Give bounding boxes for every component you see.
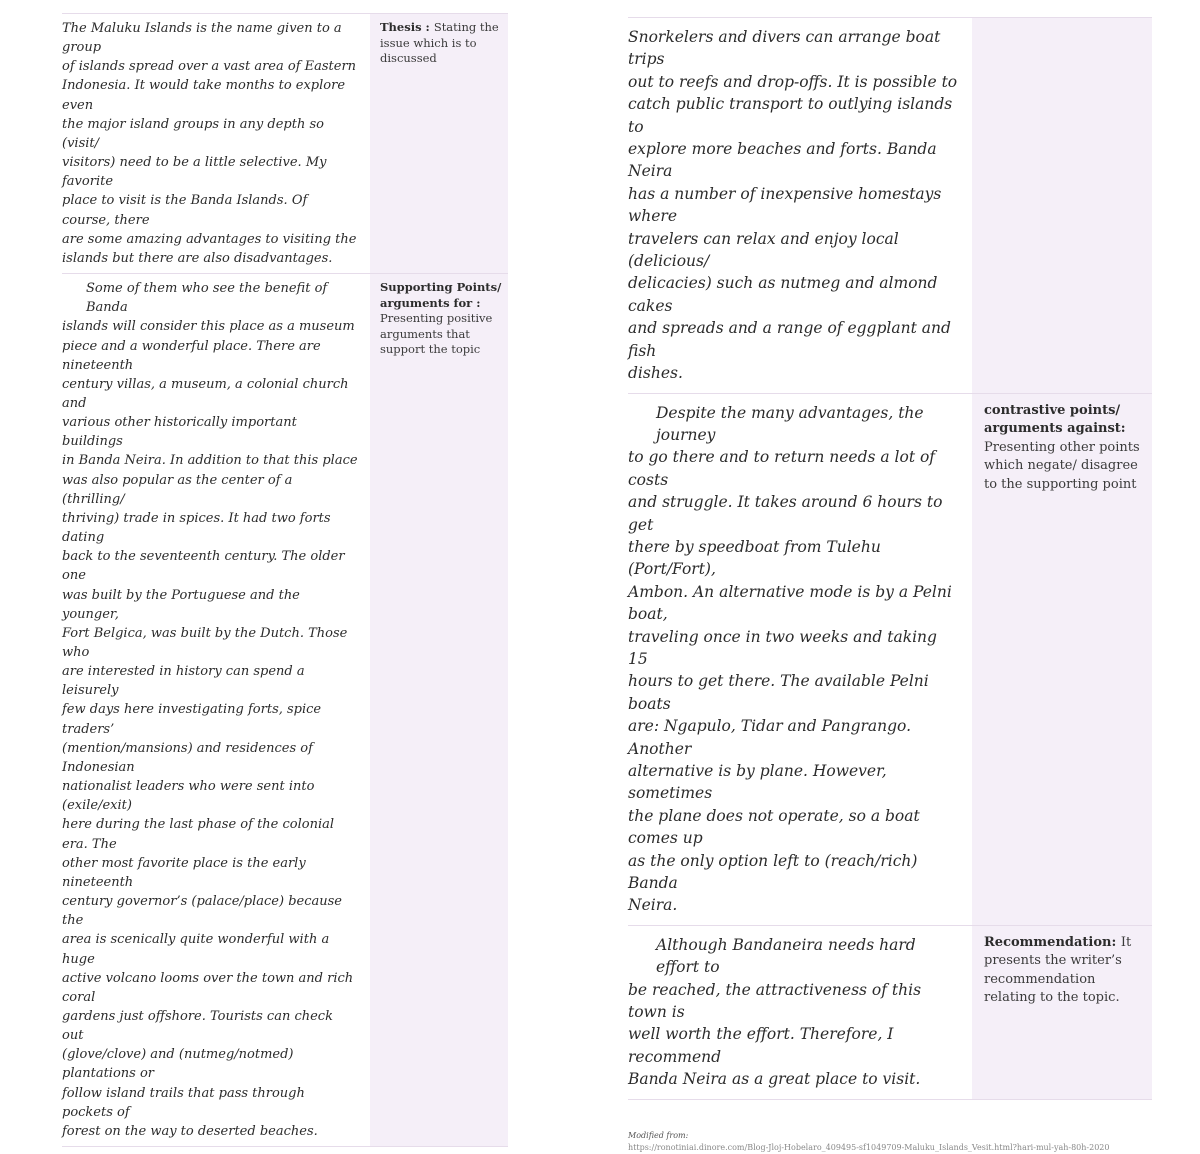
text-line: the major island groups in any depth so (visit/ <box>62 116 324 151</box>
text-line: visitors) need to be a little selective. My favorite <box>62 155 327 190</box>
text-line: forest on the way to deserted beaches. <box>62 1123 318 1139</box>
text-line: thriving) trade in spices. It had two forts dating <box>62 510 331 546</box>
text-line: various other historically important buildings <box>62 415 297 450</box>
text-line: Indonesia. It would take months to explore even <box>62 78 346 113</box>
left-page <box>62 0 508 1147</box>
text-line: The Maluku Islands is the name given to a group <box>62 21 342 56</box>
text-line: islands will consider this place as a museum <box>62 319 355 335</box>
text-line: Despite the many advantages, the journey <box>656 403 924 444</box>
right-analysis-table <box>628 17 1152 1100</box>
text-line: was built by the Portuguese and the younger, <box>62 587 300 622</box>
text-line: to go there and to return needs a lot of costs <box>628 448 936 489</box>
text-line: Some of them who see the benefit of Banda <box>86 281 328 316</box>
text-line: has a number of inexpensive homestays where <box>628 184 942 226</box>
text-line: Snorkelers and divers can arrange boat trips <box>628 28 941 69</box>
text-line: hours to get there. The available Pelni boats <box>628 672 929 713</box>
text-line: as the only option left to (reach/rich) Banda <box>628 851 918 893</box>
text-line: gardens just offshore. Tourists can check out <box>62 1008 333 1044</box>
table-row <box>628 393 1152 925</box>
recommendation-paragraph <box>628 925 972 1099</box>
text-line: dishes. <box>628 364 683 383</box>
text-line: follow island trails that pass through pockets of <box>62 1085 305 1120</box>
text-line: traveling once in two weeks and taking 15 <box>628 627 937 668</box>
text-line: of islands spread over a vast area of Eastern <box>62 59 357 75</box>
empty-label-cell <box>972 18 1152 394</box>
label-heading: Supporting Points/ arguments for : <box>380 280 502 310</box>
text-line: explore more beaches and forts. Banda Neira <box>628 140 937 181</box>
text-line: there by speedboat from Tulehu (Port/Fort), <box>628 537 881 579</box>
text-line: and spreads and a range of eggplant and fish <box>628 319 951 360</box>
table-row <box>62 14 508 274</box>
contrastive-points-label <box>972 393 1152 925</box>
supporting-paragraph <box>62 274 370 1147</box>
text-line: are: Ngapulo, Tidar and Pangrango. Another <box>628 717 912 758</box>
text-line: catch public transport to outlying islands to <box>628 95 953 136</box>
label-description: Stating the issue which is to discussed <box>380 20 499 65</box>
text-line: be reached, the attractiveness of this town is <box>628 980 922 1022</box>
label-description: Presenting other points which negate/ disagree to the supporting point <box>984 439 1140 492</box>
text-line: Although Bandaneira needs hard effort to <box>656 935 916 977</box>
text-line: and struggle. It takes around 6 hours to get <box>628 493 943 534</box>
table-row <box>62 274 508 1147</box>
text-line: place to visit is the Banda Islands. Of course, there <box>62 193 308 228</box>
text-line: (glove/clove) and (nutmeg/notmed) plantations or <box>62 1047 294 1082</box>
text-line: active volcano looms over the town and rich coral <box>62 970 354 1005</box>
supporting-points-label <box>370 274 508 1147</box>
thesis-paragraph <box>62 14 370 274</box>
text-line: other most favorite place is the early nineteenth <box>62 855 306 890</box>
label-heading: contrastive points/ arguments against: <box>984 402 1126 436</box>
text-line: century villas, a museum, a colonial church and <box>62 376 349 411</box>
contrastive-paragraph <box>628 393 972 925</box>
text-line: area is scenically quite wonderful with a huge <box>62 932 330 967</box>
recommendation-label <box>972 925 1152 1099</box>
text-line: century governor’s (palace/place) because the <box>62 894 342 929</box>
text-line: travelers can relax and enjoy local (delicious/ <box>628 229 899 271</box>
text-line: delicacies) such as nutmeg and almond cakes <box>628 274 938 315</box>
continued-supporting-paragraph <box>628 18 972 394</box>
text-line: nationalist leaders who were sent into (exile/exit) <box>62 779 315 814</box>
text-line: islands but there are also disadvantages. <box>62 250 333 266</box>
label-description: Presenting positive arguments that support the topic <box>380 311 493 357</box>
text-line: Neira. <box>628 896 678 915</box>
text-line: in Banda Neira. In addition to that this place <box>62 453 358 469</box>
thesis-label <box>370 14 508 274</box>
text-line: well worth the effort. Therefore, I recommend <box>628 1025 894 1066</box>
label-description: It presents the writer’s recommendation relating to the topic. <box>984 934 1132 1006</box>
text-line: few days here investigating forts, spice traders’ <box>62 702 322 737</box>
text-line: Banda Neira as a great place to visit. <box>628 1070 921 1089</box>
right-page <box>628 0 1152 1154</box>
label-heading: Recommendation: <box>984 934 1121 950</box>
label-heading: Thesis : <box>380 20 434 34</box>
text-line: are some amazing advantages to visiting the <box>62 231 357 247</box>
table-row <box>628 18 1152 394</box>
text-line: the plane does not operate, so a boat comes up <box>628 806 920 848</box>
text-line: here during the last phase of the colonial era. The <box>62 817 335 852</box>
text-line: piece and a wonderful place. There are nineteenth <box>62 338 321 373</box>
text-line: (mention/mansions) and residences of Indonesian <box>62 740 313 775</box>
left-analysis-table <box>62 13 508 1147</box>
text-line: alternative is by plane. However, sometimes <box>628 762 887 803</box>
text-line: Ambon. An alternative mode is by a Pelni boat, <box>628 582 952 624</box>
source-url[interactable]: https://ronotiniai.dinore.com/Blog-Jloj-Hobelaro_409495-sf1049709-Maluku_Islands_Vesit.html?hari-mul-yah-80h-2020 <box>628 1142 1110 1152</box>
text-line: Fort Belgica, was built by the Dutch. Those who <box>62 625 348 660</box>
text-line: was also popular as the center of a (thrilling/ <box>62 472 293 507</box>
table-row <box>628 925 1152 1099</box>
text-line: back to the seventeenth century. The older one <box>62 549 345 584</box>
text-line: out to reefs and drop-offs. It is possible to <box>628 72 958 91</box>
source-label: Modified from: <box>628 1130 689 1140</box>
text-line: are interested in history can spend a leisurely <box>62 664 305 699</box>
